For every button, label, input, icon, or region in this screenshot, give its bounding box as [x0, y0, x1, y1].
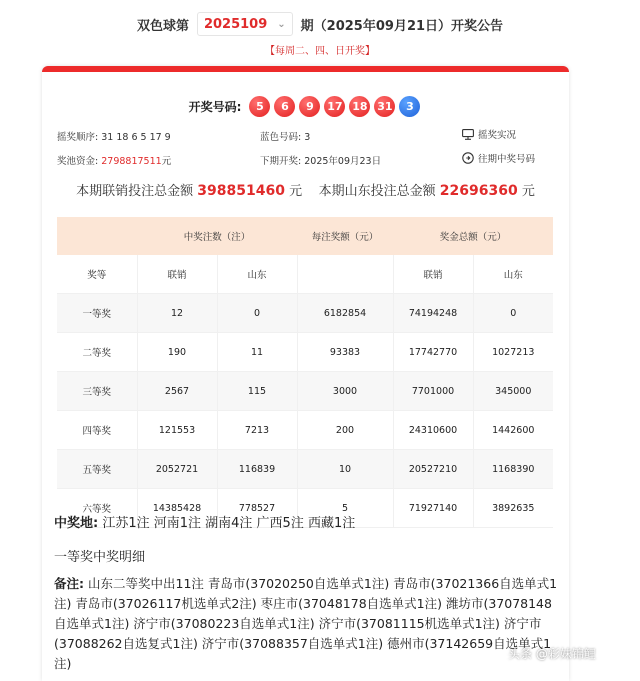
total-joint: 7701000	[393, 372, 473, 411]
draw-order-label: 摇奖顺序:	[57, 132, 99, 143]
next-draw-label: 下期开奖:	[260, 156, 302, 167]
red-ball: 6	[274, 96, 295, 117]
header-per: 每注奖额（元）	[297, 217, 393, 255]
next-draw-value: 2025年09月23日	[304, 156, 382, 167]
remark-label: 备注:	[54, 576, 84, 591]
prize-pool-unit: 元	[161, 156, 172, 167]
total-joint: 24310600	[393, 411, 473, 450]
prize-level: 三等奖	[57, 372, 137, 411]
winning-locations-value: 江苏1注 河南1注 湖南4注 广西5注 西藏1注	[102, 516, 356, 531]
title-suffix: 期（2025年09月21日）开奖公告	[300, 18, 504, 34]
winning-numbers	[42, 96, 569, 117]
draw-days: 【每周二、四、日开奖】	[265, 46, 375, 57]
count-joint: 12	[137, 294, 217, 333]
remark-text: 山东二等奖中出11注 青岛市(37020250自选单式1注) 青岛市(37021366自选单式1注) 青岛市(37026117机选单式2注) 枣庄市(37048178自选单式1注) 潍坊市(37078148自选单式1注) 济宁市(37080223自选单式1注) 济宁市(37081115机选单式1注) 济宁市(37088262自选复式1注) 济宁市(37088357自选单式1注) 德州市(37142659自选单式1注)	[54, 576, 558, 671]
count-joint: 2052721	[137, 450, 217, 489]
blue-ball: 3	[399, 96, 420, 117]
next-draw	[260, 153, 381, 167]
total-joint: 20527210	[393, 450, 473, 489]
blue-number-value: 3	[304, 132, 311, 143]
total-shandong: 1027213	[473, 333, 553, 372]
winning-numbers-label: 开奖号码:	[188, 100, 242, 114]
prize-level: 一等奖	[57, 294, 137, 333]
result-card	[42, 66, 569, 681]
shandong-sales-label: 本期山东投注总金额	[318, 184, 436, 199]
count-shandong: 7213	[217, 411, 297, 450]
prize-level: 二等奖	[57, 333, 137, 372]
total-shandong: 1442600	[473, 411, 553, 450]
count-joint: 2567	[137, 372, 217, 411]
subheader-per	[297, 255, 393, 294]
issue-select[interactable]	[197, 12, 293, 36]
header-count: 中奖注数（注）	[137, 217, 297, 255]
blue-number-label: 蓝色号码:	[260, 132, 302, 143]
national-sales-label: 本期联销投注总金额	[76, 184, 194, 199]
prize-level: 四等奖	[57, 411, 137, 450]
first-prize-detail-title: 一等奖中奖明细	[54, 550, 146, 565]
replay-link-label: 摇奖实况	[478, 130, 517, 141]
subheader-joint: 联销	[137, 255, 217, 294]
prize-pool-value: 2798817511	[101, 156, 162, 167]
red-ball: 9	[299, 96, 320, 117]
total-shandong: 3892635	[473, 489, 553, 528]
table-header-row	[57, 217, 553, 255]
history-link-label: 往期中奖号码	[478, 154, 536, 165]
table-row	[57, 411, 553, 450]
winning-locations-label: 中奖地:	[54, 516, 99, 531]
red-ball: 18	[349, 96, 370, 117]
draw-order	[57, 129, 171, 143]
national-sales-value: 398851460	[197, 183, 285, 199]
remark	[54, 574, 559, 674]
history-icon	[462, 152, 474, 164]
monitor-icon	[462, 129, 474, 140]
prize-table	[57, 217, 553, 528]
count-shandong: 115	[217, 372, 297, 411]
total-shandong: 0	[473, 294, 553, 333]
prize-pool-label: 奖池资金:	[57, 156, 99, 167]
per-prize: 3000	[297, 372, 393, 411]
total-shandong: 1168390	[473, 450, 553, 489]
count-shandong: 778527	[217, 489, 297, 528]
prize-level: 六等奖	[57, 489, 137, 528]
per-prize: 5	[297, 489, 393, 528]
subheader-level: 奖等	[57, 255, 137, 294]
red-ball: 17	[324, 96, 345, 117]
table-row	[57, 333, 553, 372]
table-header-cell	[57, 217, 137, 255]
national-sales-unit: 元	[289, 184, 303, 199]
per-prize: 93383	[297, 333, 393, 372]
title-prefix: 双色球第	[136, 18, 189, 34]
count-joint: 190	[137, 333, 217, 372]
count-joint: 14385428	[137, 489, 217, 528]
subheader-shandong: 山东	[217, 255, 297, 294]
header-total: 奖金总额（元）	[393, 217, 553, 255]
chevron-down-icon: ⌄	[277, 18, 286, 30]
issue-value: 2025109	[203, 16, 268, 32]
replay-link[interactable]	[462, 127, 516, 143]
shandong-sales-unit: 元	[521, 184, 535, 199]
prize-pool	[57, 153, 171, 167]
total-joint: 71927140	[393, 489, 473, 528]
per-prize: 6182854	[297, 294, 393, 333]
prize-level: 五等奖	[57, 450, 137, 489]
subheader-joint-total: 联销	[393, 255, 473, 294]
per-prize: 200	[297, 411, 393, 450]
shandong-sales-value: 22696360	[439, 183, 518, 199]
total-shandong: 345000	[473, 372, 553, 411]
watermark: 头条 @彩妹锦鲤	[508, 647, 596, 661]
table-row	[57, 294, 553, 333]
blue-number	[260, 129, 310, 143]
announcement-title	[0, 12, 640, 36]
per-prize: 10	[297, 450, 393, 489]
page-header	[0, 0, 640, 62]
history-link[interactable]	[462, 151, 535, 167]
count-shandong: 116839	[217, 450, 297, 489]
table-row	[57, 450, 553, 489]
count-shandong: 11	[217, 333, 297, 372]
table-row	[57, 372, 553, 411]
red-ball: 31	[374, 96, 395, 117]
count-joint: 121553	[137, 411, 217, 450]
table-subheader-row	[57, 255, 553, 294]
sales-summary	[42, 180, 569, 199]
subheader-shandong-total: 山东	[473, 255, 553, 294]
count-shandong: 0	[217, 294, 297, 333]
winning-locations	[54, 512, 355, 531]
draw-order-value: 31 18 6 5 17 9	[101, 132, 171, 143]
total-joint: 17742770	[393, 333, 473, 372]
red-ball: 5	[249, 96, 270, 117]
total-joint: 74194248	[393, 294, 473, 333]
